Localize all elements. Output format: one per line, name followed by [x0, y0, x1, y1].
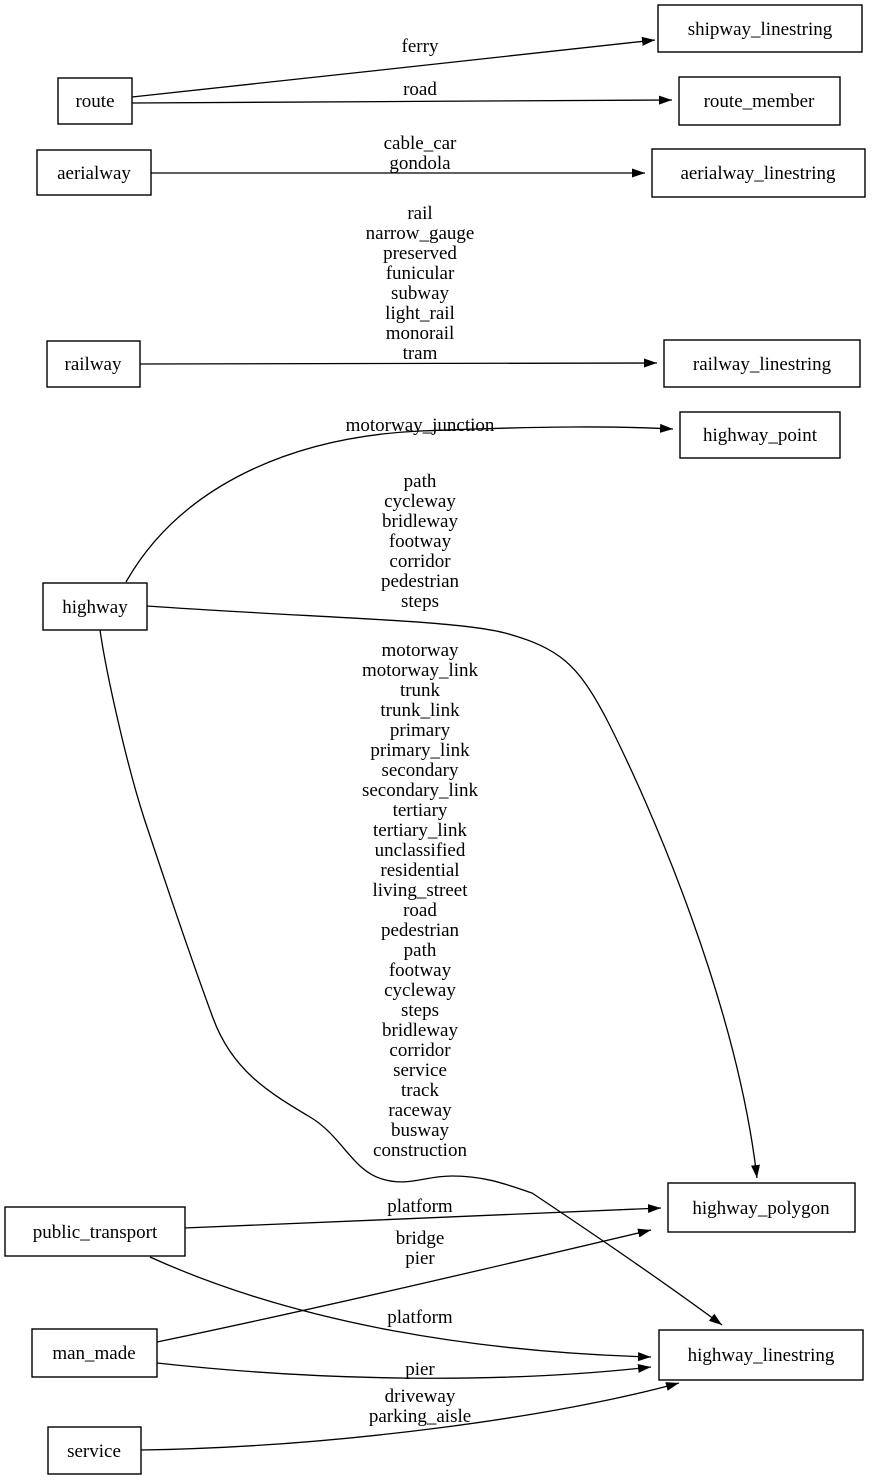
node-label: route_member [703, 91, 815, 112]
node-label: public_transport [32, 1222, 158, 1243]
edge-label: motorway_link [361, 660, 479, 681]
edge-route-route_member [132, 100, 672, 103]
edge-label: footway [388, 531, 452, 552]
edge-labels-public_transport-highway_polygon [387, 1196, 453, 1217]
edge-label: bridleway [382, 1020, 458, 1041]
node-aerialway_linestring [652, 149, 865, 197]
edge-labels-highway-highway_polygon [381, 471, 460, 612]
edge-label: light_rail [385, 303, 455, 324]
node-label: man_made [52, 1343, 136, 1364]
edge-label: rail [407, 203, 433, 224]
node-man_made [32, 1329, 157, 1377]
node-route_member [679, 77, 840, 125]
edge-label: steps [401, 591, 439, 612]
edge-label: corridor [389, 551, 451, 572]
edge-label: living_street [372, 880, 468, 901]
edge-label: road [403, 79, 437, 100]
edge-label: tertiary [392, 800, 448, 821]
edge-labels-aerialway-aerialway_linestring [384, 133, 457, 174]
edge-labels-man_made-highway_linestring [405, 1359, 435, 1380]
edge-label: raceway [388, 1100, 452, 1121]
edge-label: path [403, 471, 437, 492]
node-label: service [67, 1441, 121, 1462]
edge-label: funicular [385, 263, 455, 284]
edge-label: corridor [389, 1040, 451, 1061]
edge-label: pier [405, 1359, 435, 1380]
node-railway [47, 341, 140, 387]
edge-label: tertiary_link [373, 820, 467, 841]
node-highway_polygon [668, 1183, 855, 1232]
edge-label: platform [387, 1307, 453, 1328]
edge-label: pier [405, 1248, 435, 1269]
edge-label: tram [402, 343, 438, 364]
node-aerialway [37, 150, 151, 195]
edge-route-shipway_linestring [132, 40, 655, 97]
edge-label: cycleway [384, 491, 456, 512]
edge-label: motorway_junction [345, 415, 495, 436]
edge-label: path [403, 940, 437, 961]
edge-label: steps [401, 1000, 439, 1021]
node-label: highway [62, 597, 128, 618]
node-label: highway_point [703, 425, 817, 446]
edge-labels-highway-highway_linestring [362, 640, 479, 1161]
edge-label: residential [380, 860, 460, 881]
node-label: aerialway_linestring [680, 163, 836, 184]
edge-labels-public_transport-highway_linestring [387, 1307, 453, 1328]
edge-label: bridleway [382, 511, 458, 532]
edge-railway-railway_linestring [140, 363, 657, 364]
edge-labels-highway-highway_point [346, 415, 495, 436]
node-label: shipway_linestring [687, 19, 833, 40]
edge-label: pedestrian [380, 571, 460, 592]
edge-label: busway [390, 1120, 450, 1141]
node-highway [43, 583, 147, 630]
edge-labels-railway-railway_linestring [366, 203, 475, 364]
edge-label: unclassified [374, 840, 466, 861]
edge-label: parking_aisle [368, 1406, 472, 1427]
edge-label: gondola [389, 153, 451, 174]
node-highway_point [680, 412, 840, 458]
node-shipway_linestring [658, 5, 862, 52]
edge-label: primary_link [370, 740, 470, 761]
node-service [48, 1427, 141, 1474]
node-label: route [75, 91, 115, 112]
edge-label: service [393, 1060, 447, 1081]
edge-label: platform [387, 1196, 453, 1217]
edge-labels-service-highway_linestring [369, 1386, 471, 1427]
edge-label: bridge [395, 1228, 445, 1249]
node-public_transport [5, 1207, 185, 1256]
edge-labels-route-shipway_linestring [402, 36, 439, 57]
node-label: aerialway [57, 163, 131, 184]
edge-labels-route-route_member [403, 79, 437, 100]
node-highway_linestring [659, 1330, 863, 1380]
edge-label: preserved [383, 243, 457, 264]
node-label: railway [64, 354, 122, 375]
edge-label: subway [390, 283, 450, 304]
edge-label: driveway [384, 1386, 456, 1407]
node-label: railway_linestring [692, 354, 832, 375]
edge-label: construction [373, 1140, 467, 1161]
node-route [58, 78, 132, 124]
edge-label: footway [388, 960, 452, 981]
edge-label: trunk_link [380, 700, 460, 721]
edge-man_made-highway_linestring [157, 1363, 651, 1378]
edge-label: secondary_link [361, 780, 479, 801]
edge-label: road [403, 900, 437, 921]
edge-label: motorway [381, 640, 459, 661]
edge-label: trunk [399, 680, 441, 701]
edge-label: pedestrian [380, 920, 460, 941]
edge-label: primary [389, 720, 451, 741]
edge-label: secondary [381, 760, 459, 781]
edge-label: narrow_gauge [365, 223, 475, 244]
edge-label: track [401, 1080, 439, 1101]
edge-label: ferry [401, 36, 439, 57]
edge-label: monorail [385, 323, 455, 344]
edge-label: cable_car [383, 133, 457, 154]
edge-labels-man_made-highway_polygon [396, 1228, 445, 1269]
node-label: highway_linestring [687, 1345, 835, 1366]
edge-label: cycleway [384, 980, 456, 1001]
node-label: highway_polygon [692, 1198, 830, 1219]
node-railway_linestring [664, 340, 860, 387]
